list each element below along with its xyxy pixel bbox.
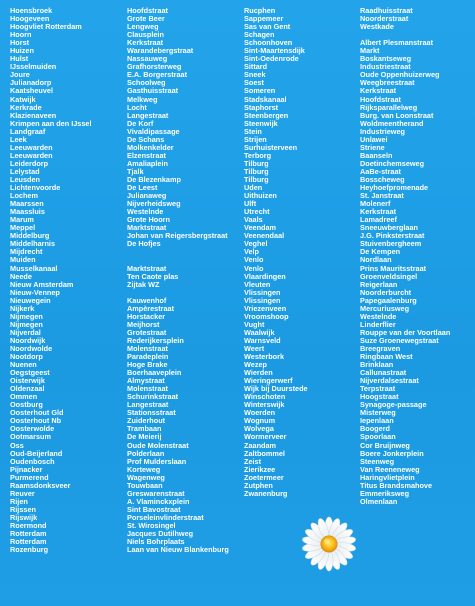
list-item: Oosterhout Nb (10, 416, 62, 426)
list-item: Katwijk (10, 94, 36, 104)
list-item: J.G. Pinksterstraat (360, 231, 425, 241)
list-item: Weegbreestraat (360, 78, 415, 88)
column-streets-2 (360, 7, 450, 506)
list-item: Ommen (10, 392, 38, 402)
list-item: Stuivenbergheem (360, 239, 422, 249)
list-item: Titus Brandsmahove (360, 480, 433, 490)
list-item: Kaatsheuvel (10, 86, 53, 96)
list-item: Vleuten (244, 279, 271, 289)
list-item: Grotestraat (127, 327, 167, 337)
list-item: Sint-Maartensdijk (244, 46, 305, 56)
list-item: Groenveldsingel (360, 271, 418, 281)
list-item: Boere Jonkerplein (360, 448, 424, 458)
list-item: Locht (127, 102, 147, 112)
list-item: Stein (244, 126, 262, 136)
list-item: Steenwijk (244, 118, 278, 128)
list-item: Grafhorsterweg (127, 62, 182, 72)
list-item: Striene (360, 142, 385, 152)
list-item: E.A. Borgerstraat (127, 70, 188, 80)
list-item: Paradeplein (127, 352, 169, 362)
list-item: Marktstraat (127, 263, 167, 273)
list-item: Industrieweg (360, 126, 406, 136)
list-item: Vught (244, 319, 265, 329)
list-item: Markt (360, 46, 380, 56)
list-item: Lelystad (10, 166, 40, 176)
list-item: Nieuw Amsterdam (10, 279, 74, 289)
list-item: Julianaweg (127, 191, 167, 201)
list-item: Raamsdonksveer (10, 480, 71, 490)
list-item: Boogerd (360, 424, 390, 434)
list-item: Hoofdstraat (127, 6, 168, 15)
list-item: Wagenweg (127, 472, 165, 482)
list-item: Tilburg (244, 174, 269, 184)
list-item: Korteweg (127, 464, 161, 474)
list-item: Vlissingen (244, 287, 281, 297)
list-item: Oosterhout Gld (10, 408, 64, 418)
list-item: Wijk bij Duurstede (244, 384, 308, 394)
list-item: Oss (10, 440, 24, 450)
list-item: Sint Bavostraat (127, 504, 181, 514)
list-item: Trambaan (127, 424, 162, 434)
list-item: Venlo (244, 255, 264, 265)
list-item: Leeuwarden (10, 142, 53, 152)
list-item: Wormerveer (244, 432, 287, 442)
list-item: Nordlaan (360, 255, 392, 265)
list-item: Ulft (244, 199, 257, 209)
list-item: Industriestraat (360, 62, 411, 72)
list-item: Westerbork (244, 352, 285, 362)
list-item: Misterweg (360, 408, 396, 418)
list-item: Marum (10, 215, 34, 225)
list-item: Prins Mauritsstraat (360, 263, 427, 273)
list-item: Linderflier (360, 319, 396, 329)
list-item: Zutphen (244, 480, 273, 490)
list-item: Wierden (244, 368, 273, 378)
list-item: Warandebergstraat (127, 46, 194, 56)
list-item: Papegaalenburg (360, 295, 417, 305)
list-item: Terborg (244, 150, 272, 160)
list-item: Middelharnis (10, 239, 56, 249)
list-item: Zaltbommel (244, 448, 285, 458)
list-item: Uden (244, 183, 263, 193)
list-item: Iepenlaan (360, 416, 394, 426)
list-item: Zijtak WZ (127, 279, 160, 289)
list-item: Oldenzaal (10, 384, 45, 394)
list-item: Zierikzee (244, 464, 276, 474)
list-item: Jacques Dutilhweg (127, 529, 194, 539)
list-item: Uithuizen (244, 191, 277, 201)
list-item: Rederijkersplein (127, 335, 184, 345)
list-item: Gasthuisstraat (127, 86, 179, 96)
list-item: Niels Bohrplaats (127, 537, 185, 547)
list-item: Zwanenburg (244, 488, 288, 498)
list-item: Nijverdalsestraat (360, 376, 419, 386)
list-item: Unlawei (360, 134, 388, 144)
list-item: Mijdrecht (10, 247, 43, 257)
list-item: Mercuriusweg (360, 303, 410, 313)
list-item: Neede (10, 271, 32, 281)
list-item: Winschoten (244, 392, 286, 402)
list-item: AaBe-straat (360, 166, 401, 176)
list-item: Leiderdorp (10, 158, 49, 168)
list-item: Lamadreef (360, 215, 397, 225)
list-item: Zeist (244, 456, 262, 466)
list-item: Tilburg (244, 158, 269, 168)
list-item: Maarssen (10, 199, 44, 209)
list-item: Sint-Oedenrode (244, 54, 299, 64)
list-item: Noordwijk (10, 335, 46, 345)
list-item: Hoogstraat (360, 392, 399, 402)
list-item: De Hofjes (127, 239, 161, 249)
list-item: De Schans (127, 134, 165, 144)
column-streets-1 (127, 7, 229, 554)
list-item: Rijssen (10, 504, 36, 514)
list-item: Laan van Nieuw Blankenburg (127, 545, 229, 555)
list-item: Leek (10, 134, 27, 144)
list-item: Vlissingen (244, 295, 281, 305)
list-item: Oude Oppenhuizerweg (360, 70, 440, 80)
list-item: Meijhorst (127, 319, 160, 329)
list-item: Klazienaveen (10, 110, 57, 120)
list-item: Vlaardingen (244, 271, 286, 281)
list-item: A. Vlaminckxplein (127, 496, 190, 506)
list-item: Sittard (244, 62, 268, 72)
list-item: Molkenkelder (127, 142, 174, 152)
list-item: Oud-Beijerland (10, 448, 63, 458)
list-item: Oude Molenstraat (127, 440, 189, 450)
list-item: Woerden (244, 408, 276, 418)
list-item: Venlo (244, 263, 264, 273)
list-item: Staphorst (244, 102, 279, 112)
spacer (127, 248, 229, 256)
list-item: Hoensbroek (10, 6, 53, 15)
list-item: Sneeuwberglaan (360, 223, 418, 233)
list-item: Rijswijk (10, 512, 38, 522)
list-item: Molenstraat (127, 384, 168, 394)
list-item: Rozenburg (10, 545, 49, 555)
list-item: Sappemeer (244, 14, 284, 24)
list-item: Rijen (10, 496, 28, 506)
list-item: Hulst (10, 54, 29, 64)
list-item: Musselkanaal (10, 263, 58, 273)
list-item: Schoonhoven (244, 38, 293, 48)
list-item: Surhuisterveen (244, 142, 298, 152)
list-item: Oosterwolde (10, 424, 55, 434)
list-item: Cor Bruijnweg (360, 440, 410, 450)
list-item: Synagoge-passage (360, 400, 427, 410)
list-item: Landgraaf (10, 126, 46, 136)
list-item: Nieuw-Vennep (10, 287, 60, 297)
list-item: Krimpen aan den IJssel (10, 118, 92, 128)
list-item: Porseleinvlinderstraat (127, 512, 204, 522)
list-item: St. Wirosingel (127, 521, 176, 530)
list-item: St. Janstraat (360, 191, 404, 201)
list-item: Horstacker (127, 311, 166, 321)
list-item: Baanseln (360, 150, 393, 160)
list-item: Boerhaaveplein (127, 368, 182, 378)
list-item: Vriezenveen (244, 303, 287, 313)
list-item: Strijen (244, 134, 267, 144)
list-item: Bosscheweg (360, 174, 405, 184)
list-item: Haringvlietplein (360, 472, 415, 482)
list-item: Ten Caote plas (127, 271, 179, 281)
list-item: Callunastraat (360, 368, 407, 378)
list-item: Oisterwijk (10, 376, 45, 386)
list-item: Terpstraat (360, 384, 396, 394)
list-item: Woldmeentherand (360, 118, 424, 128)
list-item: Kerkrade (10, 102, 42, 112)
list-item: Nijkerk (10, 303, 35, 313)
list-item: Vaals (244, 215, 263, 225)
list-item: Roermond (10, 521, 47, 530)
list-item: Kerkstraat (360, 86, 397, 96)
list-item: Purmerend (10, 472, 49, 482)
list-item: Maassluis (10, 207, 45, 217)
column-cities-2 (244, 7, 308, 498)
list-item: Heyhoefpromenade (360, 183, 429, 193)
list-item: Albert Plesmanstraat (360, 38, 433, 48)
list-item: Soest (244, 78, 264, 88)
list-item: Stadskanaal (244, 94, 287, 104)
list-item: Emmeriksweg (360, 488, 410, 498)
list-item: Hoogvliet Rotterdam (10, 22, 82, 32)
list-item: Burg. van Loonstraat (360, 110, 434, 120)
list-item: Clausplein (127, 30, 164, 40)
list-item: Joure (10, 70, 30, 80)
list-item: De Leest (127, 183, 158, 193)
list-item: Utrecht (244, 207, 270, 217)
list-item: Nuenen (10, 360, 37, 370)
list-item: Langestraat (127, 400, 169, 410)
list-item: Brinklaan (360, 360, 394, 370)
list-item: Nootdorp (10, 352, 43, 362)
list-item: Touwbaan (127, 480, 163, 490)
list-item: Spoorlaan (360, 432, 396, 442)
list-item: Lengweg (127, 22, 159, 32)
list-item: Nijverdal (10, 327, 41, 337)
list-item: Zuiderhout (127, 416, 166, 426)
list-item: Sas van Gent (244, 22, 291, 32)
list-item: De Blezenkamp (127, 174, 181, 184)
list-item: Molenerf (360, 199, 391, 209)
list-item: Rijksparallelweg (360, 102, 418, 112)
list-item: Lichtenvoorde (10, 183, 61, 193)
list-item: Marktstraat (127, 223, 167, 233)
list-item: Schurinkstraat (127, 392, 179, 402)
list-item: Hoorn (10, 30, 32, 40)
list-item: De Kempen (360, 247, 401, 257)
list-item: Wezep (244, 360, 267, 370)
list-item: Nassauweg (127, 54, 168, 64)
list-item: Kerkstraat (127, 38, 164, 48)
list-item: Nijmegen (10, 319, 43, 329)
list-item: Reigerlaan (360, 279, 398, 289)
list-item: Kauwenhof (127, 295, 167, 305)
list-item: Westelnde (360, 311, 397, 321)
list-item: Sneek (244, 70, 266, 80)
list-item: Velp (244, 247, 260, 257)
list-item: Hoge Brake (127, 360, 168, 370)
list-item: Horst (10, 38, 30, 48)
list-item: Veenendaal (244, 231, 285, 241)
list-item: Polderlaan (127, 448, 165, 458)
list-item: Wieringerwerf (244, 376, 293, 386)
list-item: Zoetermeer (244, 472, 284, 482)
list-item: Molenstraat (127, 343, 168, 353)
list-item: Ootmarsum (10, 432, 51, 442)
list-item: Noorderstraat (360, 14, 409, 24)
list-item: Schoolweg (127, 78, 166, 88)
list-item: IJsselmuiden (10, 62, 57, 72)
list-item: Nijverheidsweg (127, 199, 181, 209)
list-item: Breegraven (360, 343, 401, 353)
list-item: Suze Groenewegstraat (360, 335, 439, 345)
list-item: Reuver (10, 488, 35, 498)
list-item: Zaandam (244, 440, 277, 450)
list-item: Stationsstraat (127, 408, 176, 418)
list-item: Wognum (244, 416, 276, 426)
list-item: Prof Mulderslaan (127, 456, 187, 466)
list-item: Veghel (244, 239, 268, 249)
list-item: Rotterdam (10, 529, 47, 539)
list-item: Winterswijk (244, 400, 285, 410)
list-item: Van Reeneneweg (360, 464, 420, 474)
list-item: Hoofdstraat (360, 94, 401, 104)
list-item: Kerkstraat (360, 207, 397, 217)
list-item: Raadhuisstraat (360, 6, 413, 15)
list-item: Schagen (244, 30, 275, 40)
list-item: Johan van Reigersbergstraat (127, 231, 228, 241)
list-item: Veendam (244, 223, 277, 233)
list-item: Weert (244, 343, 265, 353)
list-item: De Korf (127, 118, 154, 128)
list-item: Olmenlaan (360, 496, 398, 506)
list-item: Pijnacker (10, 464, 43, 474)
list-item: Ampèrestraat (127, 303, 175, 313)
list-item: Langestraat (127, 110, 169, 120)
list-item: Vroomshoop (244, 311, 289, 321)
list-item: Tilburg (244, 166, 269, 176)
list-item: Steenbergen (244, 110, 289, 120)
list-item: Warnsveld (244, 335, 281, 345)
list-item: Rouppe van der Voortlaan (360, 327, 451, 337)
list-item: Nieuwegein (10, 295, 51, 305)
list-item: Oudenbosch (10, 456, 55, 466)
list-item: Nijmegen (10, 311, 43, 321)
list-item: De Meierij (127, 432, 162, 442)
list-item: Leusden (10, 174, 41, 184)
list-item: Muiden (10, 255, 36, 265)
list-item: Ringbaan West (360, 352, 413, 362)
list-item: Waalwijk (244, 327, 275, 337)
list-item: Doetinchemseweg (360, 158, 425, 168)
list-item: Wolvega (244, 424, 274, 434)
list-item: Melkweg (127, 94, 158, 104)
list-item: Middelburg (10, 231, 50, 241)
list-item: Rotterdam (10, 537, 47, 547)
list-item: Steenweg (360, 456, 395, 466)
list-item: Oegstgeest (10, 368, 50, 378)
list-item: Westkade (360, 22, 394, 32)
list-item: Tjalk (127, 166, 144, 176)
list-item: Huizen (10, 46, 34, 56)
list-item: Hoogeveen (10, 14, 50, 24)
list-item: Noorderburcht (360, 287, 412, 297)
list-item: Elzenstraat (127, 150, 166, 160)
list-item: Grote Hoorn (127, 215, 170, 225)
list-item: Leeuwarden (10, 150, 53, 160)
column-cities-1 (10, 7, 92, 554)
list-item: Westelnde (127, 207, 164, 217)
list-item: Julianadorp (10, 78, 52, 88)
list-item: Greswarenstraat (127, 488, 185, 498)
list-item: Oostburg (10, 400, 43, 410)
list-item: Someren (244, 86, 276, 96)
list-item: Rucphen (244, 6, 276, 15)
list-item: Amaliaplein (127, 158, 168, 168)
list-item: Vivaldipassage (127, 126, 180, 136)
list-item: Boskantseweg (360, 54, 412, 64)
list-item: Lochem (10, 191, 38, 201)
list-item: Meppel (10, 223, 36, 233)
daisy-flower-icon (300, 515, 358, 573)
list-item: Noordwolde (10, 343, 53, 353)
list-item: Grote Beer (127, 14, 165, 24)
list-item: Almystraat (127, 376, 165, 386)
